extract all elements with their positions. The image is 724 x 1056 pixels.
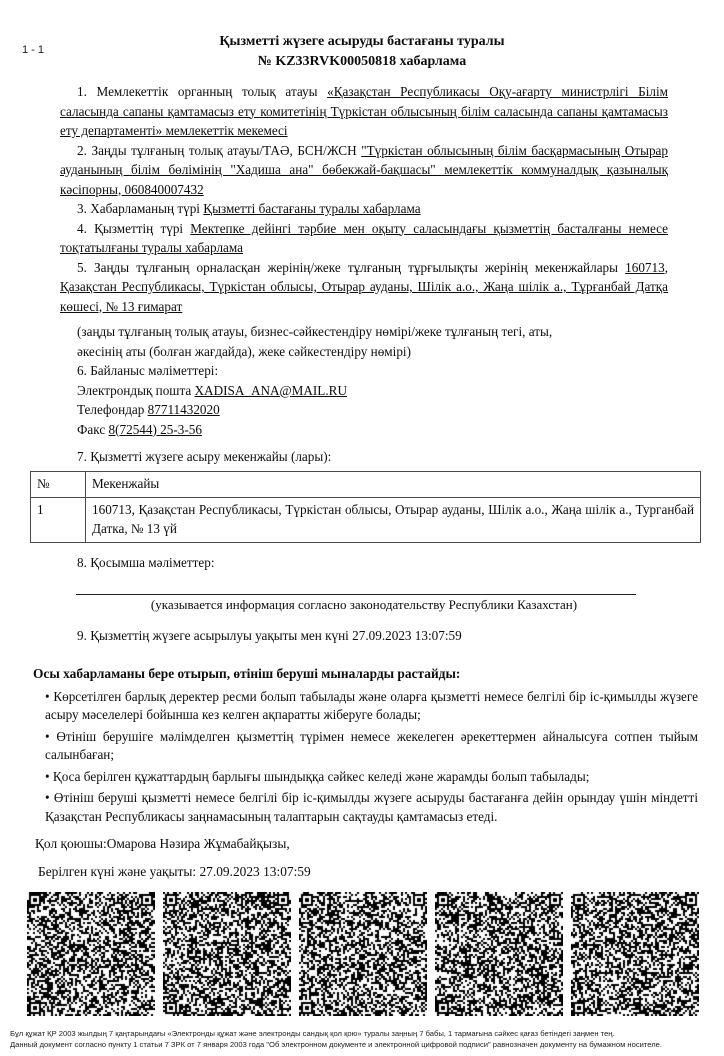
document-number-line: № KZ33RVK00050818 хабарлама [257, 54, 467, 69]
legal-footer-line-ru: Данный документ согласно пункту 1 статьи 7 ЗРК от 7 января 2003 года "Об электронном документе и электронной цифровой подписи" равнозначен документу на бумажном носителе. [10, 1039, 662, 1049]
paragraph-2-entity-name [60, 141, 668, 200]
qr-code-4 [435, 892, 563, 1016]
digital-signature-qr-row [27, 892, 699, 1016]
paragraph-6-contacts-heading: 6. Байланыс мәліметтері: [77, 363, 219, 378]
page-number-marker: 1 - 1 [22, 44, 45, 56]
paragraph-4-service-type [60, 219, 668, 258]
table-header-row [31, 471, 701, 497]
table-header-address: Мекенжайы [86, 471, 701, 497]
qr-code-3 [299, 892, 427, 1016]
paragraph-5-address [60, 258, 668, 317]
paragraph-3-notification-type [60, 199, 668, 219]
additional-info-caption: (указывается информация согласно законодательству Республики Казахстан) [150, 597, 578, 612]
paragraph-5-label: 5. Заңды тұлғаның орналасқан жерінің/жеке тұлғаның тұрғылықты жерінің мекенжайлары [77, 259, 626, 275]
legal-entity-note: (заңды тұлғаның толық атауы, бизнес-сәйкестендіру нөмірі/жеке тұлғаның тегі, аты, әкесінің аты (болған жағдайда), жеке сәйкестендіру нөмірі) [77, 324, 553, 359]
document-title [0, 32, 724, 72]
table-row [31, 497, 701, 542]
contact-fax-line [60, 420, 668, 440]
table-cell-address: 160713, Қазақстан Республикасы, Түркістан облысы, Отырар ауданы, Шілік а.о., Жаңа шілік а., Турганбай Датка, № 13 үй [86, 497, 701, 542]
confirmation-bullet-1: • Көрсетілген барлық деректер ресми болып табылады және оларға қызметті немесе белгілі бір іс-қимылды жүзеге асыру мәселелері бойынша кез келген ақпаратты жіберуге болады; [45, 688, 698, 725]
service-address-table [30, 471, 701, 543]
paragraph-7-service-address-heading: 7. Қызметті жүзеге асыру мекенжайы (лары): [77, 449, 332, 464]
qr-code-5 [571, 892, 699, 1016]
document-page [0, 32, 724, 1056]
document-body [37, 82, 694, 646]
fax-value: 8(72544) 25-3-56 [108, 421, 202, 437]
legal-footer-line-kk: Бұл құжат ҚР 2003 жылдың 7 қаңтарындағы «Электронды құжат және электронды сандық қол қою» туралы заңның 7 бабы, 1 тармағына сәйкес қағаз бетіндегі заңмен тең. [10, 1029, 615, 1038]
paragraph-4-label: 4. Қызметтің түрі [77, 220, 191, 236]
legal-footer [10, 1029, 716, 1050]
paragraph-1-value: «Қазақстан Республикасы Оқу-ағарту министрлігі Білім саласында сапаны қамтамасыз ету комитетінің Түркістан облысының білім саласында сапаны қамтамасыз ету департаменті» мемлекеттік мекемесі [60, 84, 668, 138]
paragraph-5-value: 160713, Қазақстан Республикасы, Түркістан облысы, Отырар ауданы, Шілік а.о., Жаңа шілік а., Тұрғанбай Датқа көшесі, № 13 ғимарат [60, 259, 668, 314]
document-title-line1: Қызметті жүзеге асыруды бастағаны туралы [219, 34, 505, 49]
phone-label: Телефондар [77, 402, 148, 417]
signer-line: Қол қоюшы:Омарова Нәзира Жұмабайқызы, [35, 836, 290, 851]
table-header-number: № [31, 471, 86, 497]
paragraph-9-datetime [60, 626, 668, 646]
paragraph-1-label: 1. Мемлекеттік органның толық атауы [77, 84, 328, 99]
contact-email-line [60, 381, 668, 401]
paragraph-8-additional-heading: 8. Қосымша мәліметтер: [77, 554, 215, 570]
confirmation-bullet-4: • Өтініш беруші қызметті немесе белгілі бір іс-қимылды жүзеге асыруды бастағанға дейін орындау үшін міндетті Қазақстан Республикасы заңнамасының талаптарын сақтауды қамтамасыз етеді. [45, 789, 698, 826]
paragraph-9-label: 9. Қызметтің жүзеге асырылуы уақыты мен күні [77, 628, 353, 643]
paragraph-4-value: Мектепке дейінгі тәрбие мен оқыту саласындағы қызметтің басталғаны немесе тоқтатылғаны туралы хабарлама [60, 220, 668, 255]
confirmation-bullet-list [33, 688, 698, 827]
paragraph-1-org-name [60, 82, 668, 141]
email-label: Электрондық пошта [77, 382, 195, 398]
paragraph-3-label: 3. Хабарламаның түрі [77, 201, 204, 216]
paragraph-3-value: Қызметті бастағаны туралы хабарлама [203, 201, 421, 216]
qr-code-1 [27, 892, 155, 1016]
confirmation-heading: Осы хабарламаны бере отырып, өтініш беруші мыналарды растайды: [33, 665, 461, 681]
phone-value: 87711432020 [147, 402, 220, 417]
fax-label: Факс [77, 421, 109, 437]
confirmation-bullet-3: • Қоса берілген құжаттардың барлығы шындыққа сәйкес келеді және жарамды болып табылады; [45, 768, 698, 787]
paragraph-2-label: 2. Заңды тұлғаның толық атауы/ТАӘ, БСН/ЖСН [77, 142, 362, 158]
issued-datetime-line: Берілген күні және уақыты: 27.09.2023 13:07:59 [38, 864, 311, 879]
email-value: XADISA_ANA@MAIL.RU [194, 382, 347, 398]
qr-code-2 [163, 892, 291, 1016]
contact-phone-line [60, 400, 668, 420]
paragraph-2-value: "Түркістан облысының білім басқармасының Отырар ауданының білім бөлімінің "Хадиша ана" бөбекжай-бақшасы" мемлекеттік коммуналдық қазыналық кәсіпорны, 060840007432 [60, 142, 668, 197]
paragraph-9-value: 27.09.2023 13:07:59 [352, 628, 462, 643]
confirmation-bullet-2: • Өтініш берушіге мәлімделген қызметтің түрімен немесе жекелеген әрекеттермен айналысуға сотпен тыйым салынбаған; [45, 728, 698, 765]
additional-info-blank [76, 594, 652, 614]
table-cell-number: 1 [31, 497, 86, 542]
confirmation-section [33, 664, 698, 827]
